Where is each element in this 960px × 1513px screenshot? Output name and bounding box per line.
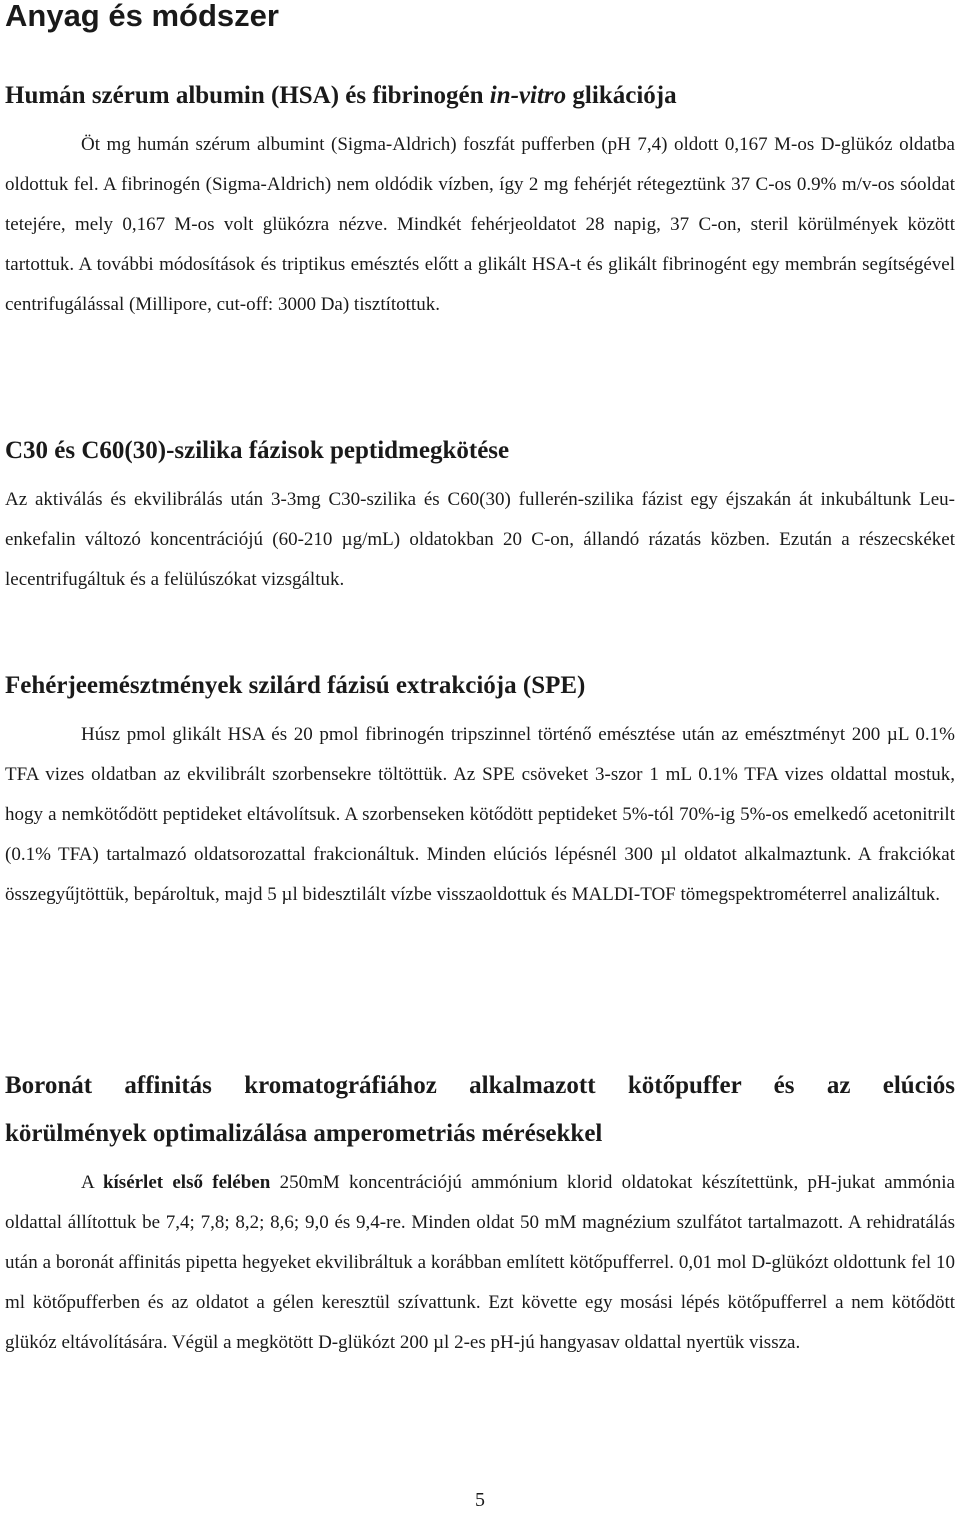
heading-text: glikációja bbox=[566, 82, 677, 109]
page-number: 5 bbox=[475, 1489, 485, 1511]
body-bold-text: kísérlet első felében bbox=[102, 1172, 271, 1193]
section-body-spe: Húsz pmol glikált HSA és 20 pmol fibrinogén tripszinnel történő emésztése után az emésztményt 200 µL 0.1% TFA vizes oldatban az ekvilibrált szorbensekre töltöttük. Az SPE csöveket 3-szor 1 mL 0.1% TFA vizes oldattal mostuk, hogy a nemkötődött peptideket eltávolítsuk. A szorbenseken kötődött peptideket 5%-tól 70%-ig 5%-os emelkedő acetonitrilt (0.1% TFA) tartalmazó oldatsorozattal frakcionáltuk. Minden elúciós lépésnél 300 µl oldatot alkalmaztunk. A frakciókat összegyűjtöttük, bepároltuk, majd 5 µl bidesztilált vízbe visszaoldottuk és MALDI-TOF tömegspektrométerrel analizáltuk. bbox=[5, 724, 955, 905]
section-heading-boronate-line2: körülmények optimalizálása amperometriás mérésekkel bbox=[5, 1120, 603, 1147]
heading-italic-text: in-vitro bbox=[489, 82, 567, 109]
body-text: 250mM koncentrációjú ammónium klorid oldatokat készítettünk, pH-jukat ammónia oldattal állítottuk be 7,4; 7,8; 8,2; 8,6; 9,0 és 9,4-re. Minden oldat 50 mM magnézium szulfátot tartalmazott. A rehidratálás után a boronát affinitás pipetta hegyeket ekvilibráltuk a korábban említett kötőpufferrel. 0,01 mol D-glükózt oldottunk fel 10 ml kötőpufferben és az oldatot a gélen keresztül szívattunk. Ezt követte egy mosási lépés kötőpufferrel a nem kötődött glükóz eltávolítására. Végül a megkötött D-glükózt 200 µl 2-es pH-jú hangyasav oldattal nyertük vissza. bbox=[5, 1172, 955, 1353]
section-heading-boronate-line1: Boronát affinitás kromatográfiához alkalmazott kötőpuffer és az elúciós bbox=[5, 1072, 955, 1099]
section-heading-c30-c60: C30 és C60(30)-szilika fázisok peptidmegkötése bbox=[5, 437, 510, 464]
body-lead-text: A bbox=[81, 1172, 103, 1193]
page-title: Anyag és módszer bbox=[5, 0, 279, 33]
section-body-hsa-glycation: Öt mg humán szérum albumint (Sigma-Aldrich) foszfát pufferben (pH 7,4) oldott 0,167 M-os D-glükóz oldatba oldottuk fel. A fibrinogén (Sigma-Aldrich) nem oldódik vízben, így 2 mg fehérjét rétegeztünk 37 C-os 0.9% m/v-os sóoldat tetejére, mely 0,167 M-os volt glükózra nézve. Mindkét fehérjeoldatot 28 napig, 37 C-on, steril körülmények között tartottuk. A további módosítások és triptikus emésztés előtt a glikált HSA-t és glikált fibrinogént egy membrán segítségével centrifugálással (Millipore, cut-off: 3000 Da) tisztítottuk. bbox=[5, 134, 955, 315]
section-body-c30-c60: Az aktiválás és ekvilibrálás után 3-3mg C30-szilika és C60(30) fullerén-szilika fázist egy éjszakán át inkubáltunk Leu-enkefalin változó koncentrációjú (60-210 µg/mL) oldatokban 20 C-on, állandó rázatás közben. Ezután a részecskéket lecentrifugáltuk és a felülúszókat vizsgáltuk. bbox=[5, 489, 955, 590]
section-heading-hsa-glycation bbox=[5, 81, 955, 111]
section-heading-spe: Fehérjeemésztmények szilárd fázisú extrakciója (SPE) bbox=[5, 672, 586, 699]
heading-text: Humán szérum albumin (HSA) és fibrinogén bbox=[5, 82, 490, 109]
section-body-boronate bbox=[5, 1163, 955, 1363]
